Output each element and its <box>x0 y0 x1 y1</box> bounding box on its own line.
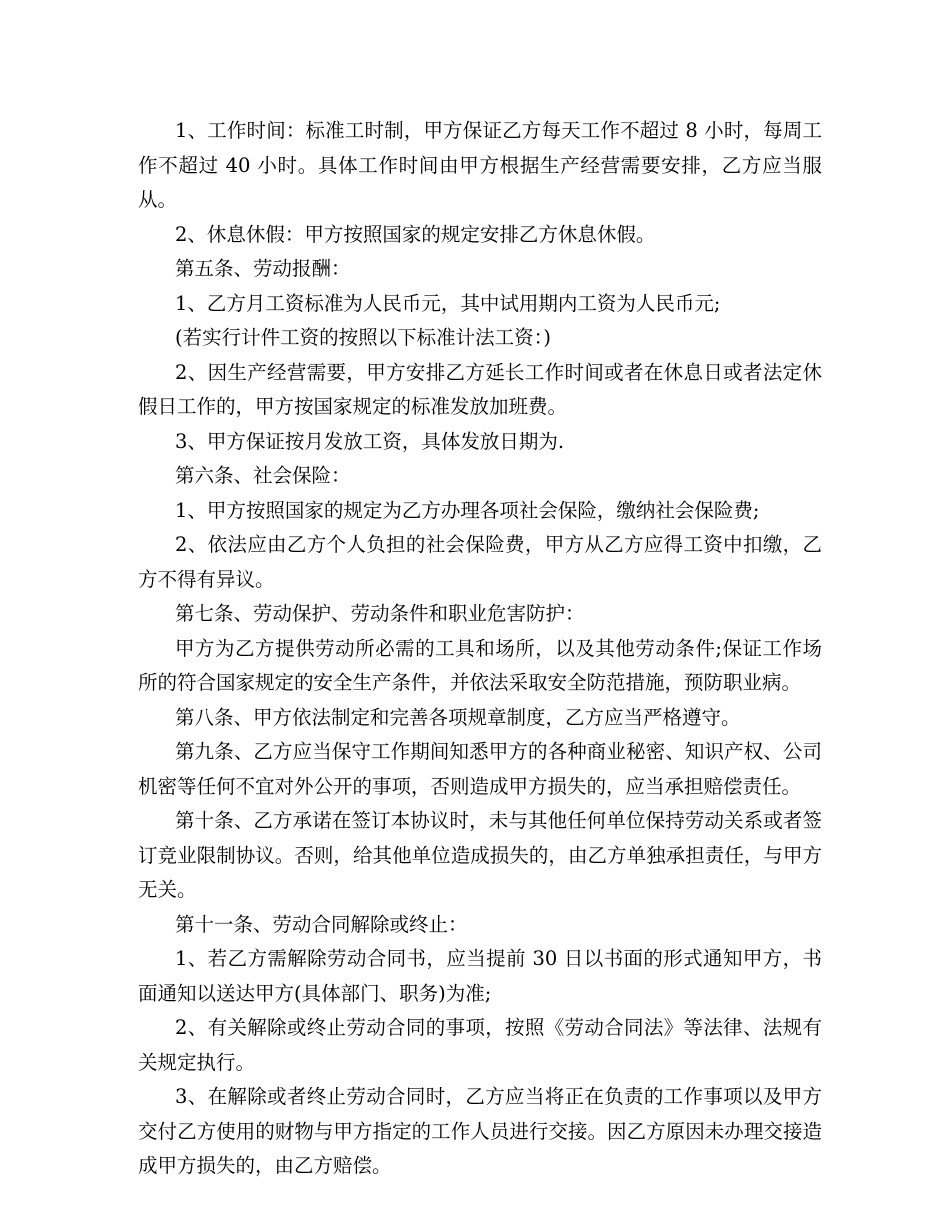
section-heading: 第十一条、劳动合同解除或终止： <box>175 912 468 936</box>
paragraph: 1、乙方月工资标准为人民币元，其中试用期内工资为人民币元; <box>175 291 721 315</box>
paragraph: 2、休息休假：甲方按照国家的规定安排乙方休息休假。 <box>175 222 656 246</box>
paragraph: 3、甲方保证按月发放工资，具体发放日期为. <box>175 429 565 453</box>
paragraph: 1、工作时间：标准工时制，甲方保证乙方每天工作不超过 8 小时，每周工作不超过 40 小时。具体工作时间由甲方根据生产经营需要安排，乙方应当服从。 <box>138 119 822 211</box>
paragraph: 1、甲方按照国家的规定为乙方办理各项社会保险，缴纳社会保险费; <box>175 498 760 522</box>
paragraph: 2、有关解除或终止劳动合同的事项，按照《劳动合同法》等法律、法规有关规定执行。 <box>138 1016 822 1074</box>
paragraph: (若实行计件工资的按照以下标准计法工资：) <box>175 326 551 349</box>
paragraph: 2、依法应由乙方个人负担的社会保险费，甲方从乙方应得工资中扣缴，乙方不得有异议。 <box>138 533 822 591</box>
section-heading: 第五条、劳动报酬： <box>175 257 351 280</box>
section-paragraph: 第九条、乙方应当保守工作期间知悉甲方的各种商业秘密、知识产权、公司机密等任何不宜对外公开的事项，否则造成甲方损失的，应当承担赔偿责任。 <box>138 740 822 798</box>
section-paragraph: 第十条、乙方承诺在签订本协议时，未与其他任何单位保持劳动关系或者签订竞业限制协议。否则，给其他单位造成损失的，由乙方单独承担责任，与甲方无关。 <box>138 809 822 901</box>
paragraph: 甲方为乙方提供劳动所必需的工具和场所，以及其他劳动条件;保证工作场所的符合国家规定的安全生产条件，并依法采取安全防范措施，预防职业病。 <box>138 636 822 694</box>
section-paragraph: 第八条、甲方依法制定和完善各项规章制度，乙方应当严格遵守。 <box>175 705 741 729</box>
paragraph: 2、因生产经营需要，甲方安排乙方延长工作时间或者在休息日或者法定休假日工作的，甲方按国家规定的标准发放加班费。 <box>138 360 822 418</box>
paragraph: 3、在解除或者终止劳动合同时，乙方应当将正在负责的工作事项以及甲方交付乙方使用的财物与甲方指定的工作人员进行交接。因乙方原因未办理交接造成甲方损失的，由乙方赔偿。 <box>138 1085 822 1177</box>
paragraph: 1、若乙方需解除劳动合同书，应当提前 30 日以书面的形式通知甲方，书面通知以送达甲方(具体部门、职务)为准; <box>138 947 822 1005</box>
section-heading: 第六条、社会保险： <box>175 464 351 487</box>
section-heading: 第七条、劳动保护、劳动条件和职业危害防护： <box>175 602 585 625</box>
document-body <box>138 114 822 1184</box>
